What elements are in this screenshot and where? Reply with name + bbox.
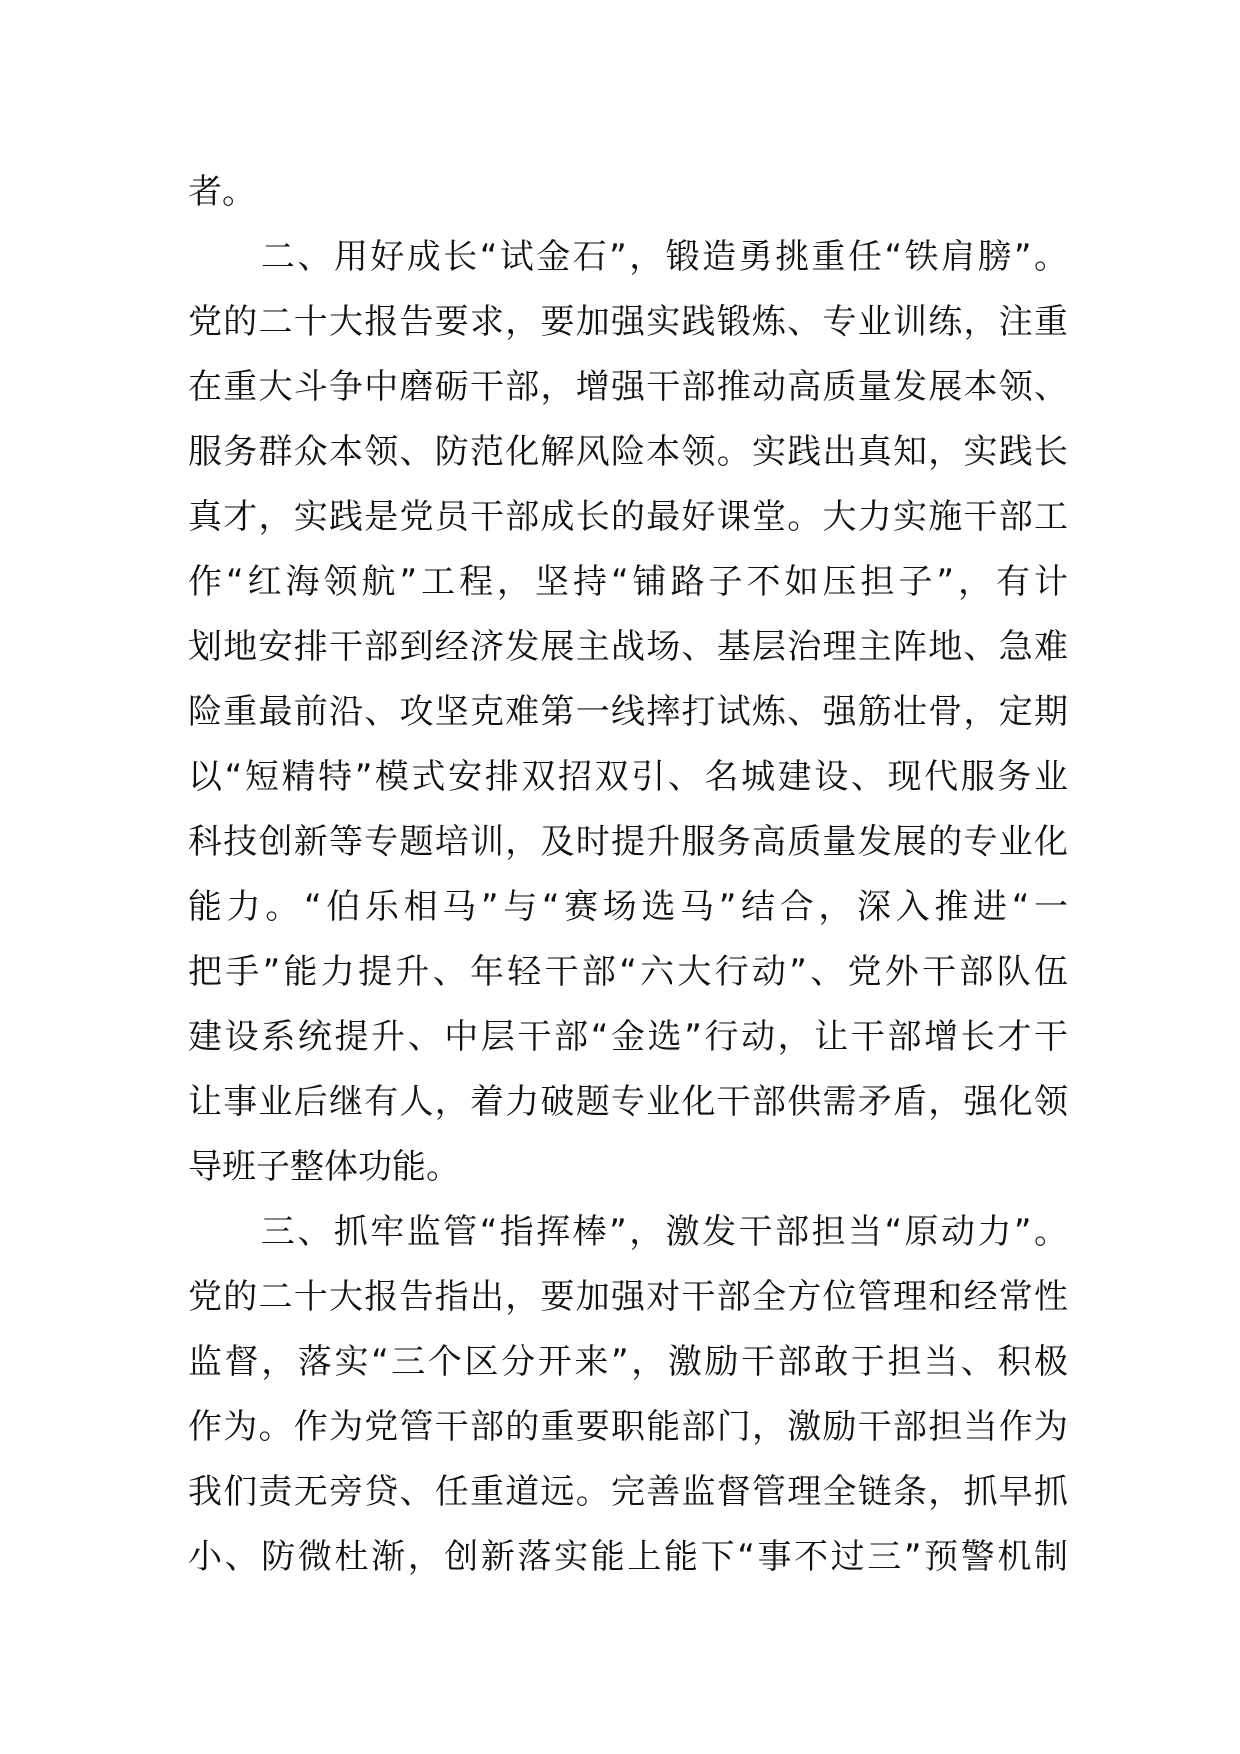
text-line: 能力。“伯乐相马”与“赛场选马”结合，深入推进“一 xyxy=(188,887,1068,927)
text-line: 党的二十大报告要求，要加强实践锻炼、专业训练，注重 xyxy=(188,302,1068,342)
text-line: 小、防微杜渐，创新落实能上能下“事不过三”预警机制 xyxy=(188,1537,1068,1577)
text-line: 在重大斗争中磨砺干部，增强干部推动高质量发展本领、 xyxy=(188,367,1068,407)
text-line: 真才，实践是党员干部成长的最好课堂。大力实施干部工 xyxy=(188,497,1068,537)
text-line: 党的二十大报告指出，要加强对干部全方位管理和经常性 xyxy=(188,1277,1068,1317)
section-heading-line: 三、抓牢监管“指挥棒”，激发干部担当“原动力”。 xyxy=(188,1212,1068,1252)
text-line: 作为。作为党管干部的重要职能部门，激励干部担当作为 xyxy=(188,1407,1068,1447)
text-line: 我们责无旁贷、任重道远。完善监督管理全链条，抓早抓 xyxy=(188,1472,1068,1512)
text-line: 作“红海领航”工程，坚持“铺路子不如压担子”，有计 xyxy=(188,562,1068,602)
text-line: 以“短精特”模式安排双招双引、名城建设、现代服务业 xyxy=(188,757,1068,797)
text-line: 建设系统提升、中层干部“金选”行动，让干部增长才干 xyxy=(188,1017,1068,1057)
text-line: 把手”能力提升、年轻干部“六大行动”、党外干部队伍 xyxy=(188,952,1068,992)
section-heading-line: 二、用好成长“试金石”，锻造勇挑重任“铁肩膀”。 xyxy=(188,237,1068,277)
text-line: 让事业后继有人，着力破题专业化干部供需矛盾，强化领 xyxy=(188,1082,1068,1122)
text-line: 导班子整体功能。 xyxy=(188,1147,460,1187)
text-line: 科技创新等专题培训，及时提升服务高质量发展的专业化 xyxy=(188,822,1068,862)
text-line: 险重最前沿、攻坚克难第一线摔打试炼、强筋壮骨，定期 xyxy=(188,692,1068,732)
text-line: 者。 xyxy=(188,172,256,212)
text-line: 监督，落实“三个区分开来”，激励干部敢于担当、积极 xyxy=(188,1342,1068,1382)
document-body xyxy=(188,160,1068,1590)
text-line: 服务群众本领、防范化解风险本领。实践出真知，实践长 xyxy=(188,432,1068,472)
text-line: 划地安排干部到经济发展主战场、基层治理主阵地、急难 xyxy=(188,627,1068,667)
